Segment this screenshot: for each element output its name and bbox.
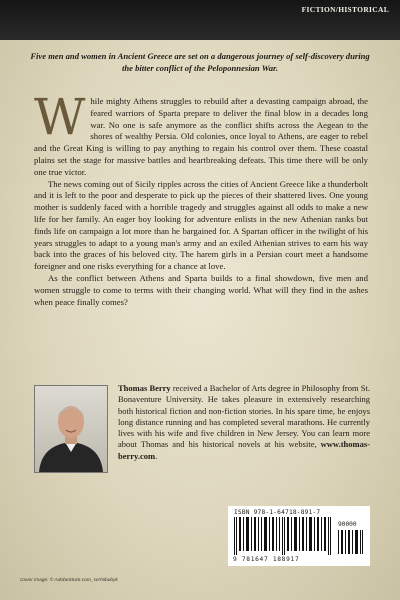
bio-period: . bbox=[155, 450, 158, 461]
description-paragraph-3: As the conflict between Athens and Sparta builds to a final showdown, five men and women struggle to come to terms with their changing world. What will they find in the ashes when peace finally comes? bbox=[34, 272, 368, 307]
image-credit: Cover image: © AdobeStock.com_serhiibobyk bbox=[20, 578, 118, 583]
tagline: Five men and women in Ancient Greece are set on a dangerous journey of self-discovery during the bitter conflict of the Peloponnesian War. bbox=[30, 51, 370, 73]
barcode-digits: 9 781647 188917 bbox=[233, 556, 300, 563]
book-description bbox=[34, 88, 368, 308]
price-code: 90000 bbox=[338, 521, 357, 528]
description-paragraph-2: The news coming out of Sicily ripples across the cities of Ancient Greece like a thunderbolt and it is left to the poor and desperate to pick up the pieces of their shattered lives. One young mother is suddenly faced with a horrible tragedy and struggles against all odds to make a new life for her family. An eager boy looking for adventure enlists in the new Athenian ranks but finds life on campaign a lot more than he bargained for. A Spartan officer in the twilight of his years struggles to adapt to a young man's army and an exiled Athenian strives to earn his way back into the graces of his beloved city. The harem girls in a Persian court meet a handsome foreigner and one risks everything for a chance at love. bbox=[34, 178, 368, 272]
author-photo bbox=[34, 385, 108, 473]
isbn-barcode bbox=[228, 506, 370, 566]
author-name: Thomas Berry bbox=[118, 383, 171, 393]
drop-cap: W bbox=[34, 88, 86, 146]
top-dark-band bbox=[0, 0, 400, 40]
author-website-link[interactable]: www.thomas-berry.com bbox=[118, 439, 370, 461]
author-bio bbox=[118, 383, 370, 462]
isbn-label: ISBN 978-1-64718-891-7 bbox=[234, 509, 321, 516]
price-code-bars bbox=[338, 530, 364, 554]
genre-label: FICTION/HISTORICAL bbox=[301, 5, 389, 14]
barcode-bars bbox=[234, 517, 334, 555]
author-portrait-image bbox=[35, 386, 107, 472]
paragraph-1-text: hile mighty Athens struggles to rebuild after a devasting campaign abroad, the feared warriors of Sparta prepare to deliver the final blow in a decades long war. No one is safe anymore as the conflict shifts across the Aegean to the shores of wealthy Persia. Old colonies, once loyal to Athens, are eager to rebel and the Great King is willing to pay anything to regain his control over them. These coastal plains set the stage for massive battles and heartbreaking defeats. This time there will be only one true victor. bbox=[34, 96, 368, 177]
author-bio-text: received a Bachelor of Arts degree in Philosophy from St. Bonaventure University. He takes pleasure in extensively researching both historical fiction and non-fiction stories. In his spare time, he enjoys long distance running and has completed several marathons. He currently lives with his wife and five children in New Jersey. You can learn more about Thomas and his historical novels at his website, bbox=[118, 383, 370, 450]
description-paragraph-1 bbox=[34, 88, 368, 179]
